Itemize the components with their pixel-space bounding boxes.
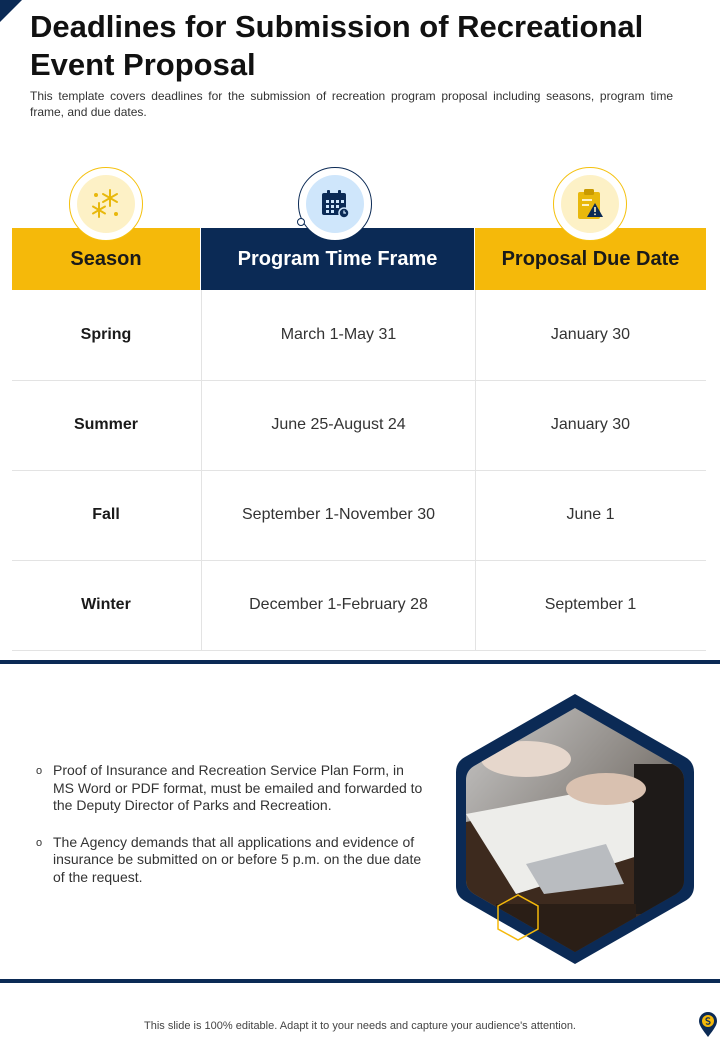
due-date-cell: January 30: [550, 416, 631, 433]
hexagon-photo: [456, 694, 694, 964]
section-divider: [0, 660, 720, 664]
connector-dot: [297, 218, 305, 226]
page-subtitle: This template covers deadlines for the submission of recreation program proposal including seasons, program time frame, and due dates.: [30, 89, 673, 119]
time-frame-cell: March 1-May 31: [201, 290, 476, 380]
page-title: Deadlines for Submission of Recreational Event Proposal: [30, 9, 644, 82]
time-frame-cell: June 25-August 24: [201, 380, 476, 470]
table-row: [12, 380, 706, 471]
calendar-icon: [319, 188, 351, 220]
list-item: [36, 834, 426, 887]
header-program-time-frame: Program Time Frame: [201, 228, 474, 290]
season-cell: Winter: [81, 596, 131, 613]
bullet-icon: o: [36, 836, 43, 849]
list-item: [36, 762, 426, 815]
due-date-cell: September 1: [544, 596, 637, 613]
section-divider: [0, 979, 720, 983]
due-date-cell: January 30: [550, 326, 631, 343]
table-row: [12, 560, 706, 651]
timeframe-icon-badge: [298, 167, 372, 241]
footer-note: This slide is 100% editable. Adapt it to your needs and capture your audience's attention.: [144, 1020, 576, 1032]
time-frame-cell: September 1-November 30: [201, 470, 476, 560]
season-cell: Fall: [92, 506, 120, 523]
bullet-icon: o: [36, 765, 43, 777]
brand-pin-icon: [698, 1012, 718, 1038]
clipboard-warning-icon: [574, 187, 606, 221]
time-frame-cell: December 1-February 28: [201, 560, 476, 650]
corner-decoration: [0, 0, 22, 22]
table-row: [12, 470, 706, 561]
header-season: Season: [12, 228, 200, 290]
list-item-text: The Agency demands that all applications and evidence of insurance be submitted on or before 5 p.m. on the due date of the request.: [53, 833, 422, 885]
table-row: [12, 290, 706, 381]
season-cell: Summer: [73, 416, 139, 433]
season-icon-badge: [69, 167, 143, 241]
snowflake-icon: [88, 186, 124, 222]
season-cell: Spring: [80, 326, 132, 343]
list-item-text: Proof of Insurance and Recreation Service Plan Form, in MS Word or PDF format, must be emailed and forwarded to the Deputy Director of Parks and Recreation.: [53, 762, 423, 813]
header-proposal-due-date: Proposal Due Date: [475, 228, 706, 290]
due-date-icon-badge: [553, 167, 627, 241]
due-date-cell: June 1: [566, 506, 615, 523]
requirements-list: [36, 762, 426, 905]
